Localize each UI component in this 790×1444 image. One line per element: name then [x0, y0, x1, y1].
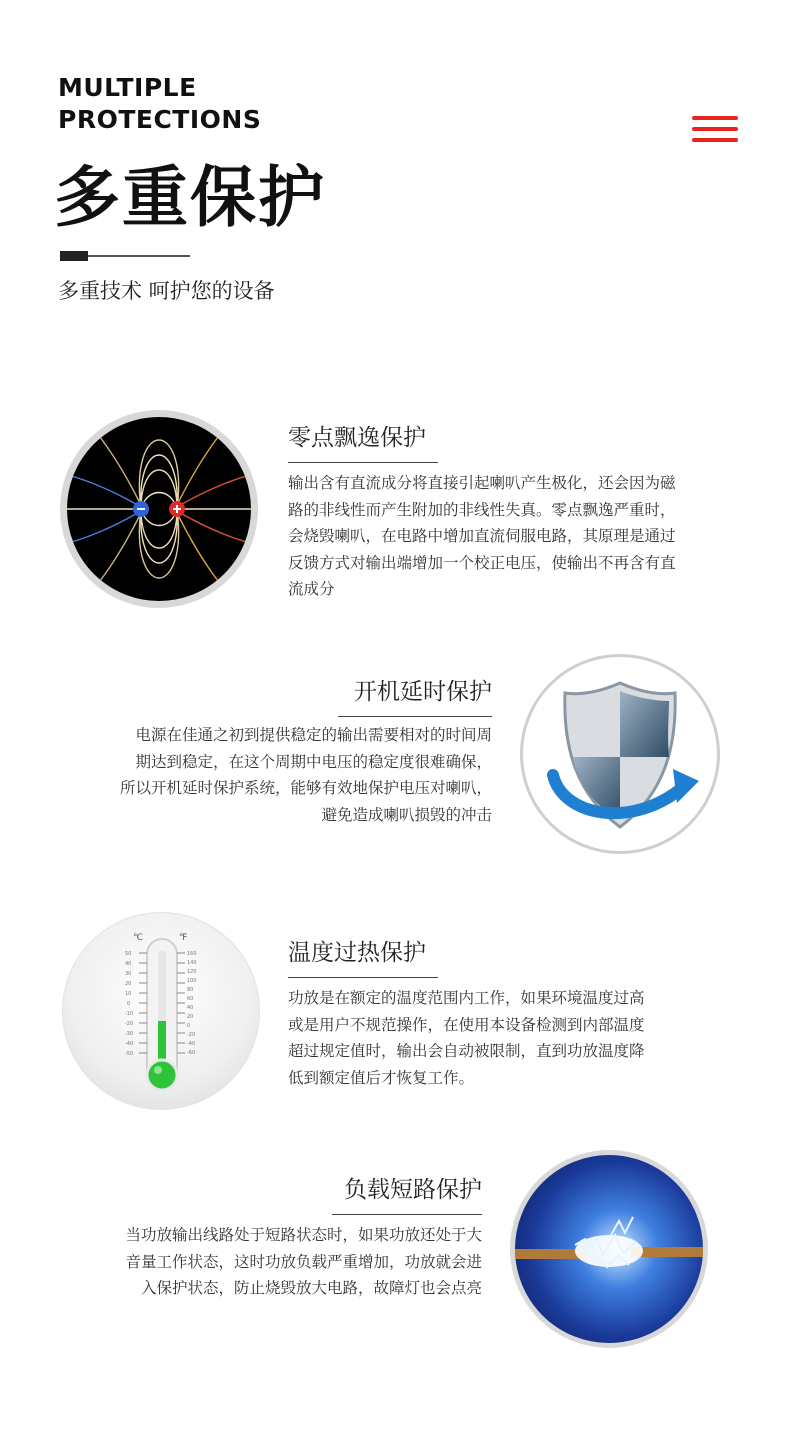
menu-icon[interactable] [692, 116, 738, 146]
svg-text:-30: -30 [125, 1031, 134, 1037]
svg-text:160: 160 [187, 951, 197, 957]
section-body-zero-drift: 输出含有直流成分将直接引起喇叭产生极化，还会因为磁 路的非线性而产生附加的非线性失真。零点飘逸严重时， 会烧毁喇叭，在电路中增加直流伺服电路，其原理是通过 反馈方式对输出端增加一个校正电压，使输出不再含有直 流成分 [288, 474, 676, 598]
page-subtitle: 多重技术 呵护您的设备 [58, 279, 275, 303]
section-title-zero-drift: 零点飘逸保护 [288, 420, 438, 463]
short-circuit-spark-icon [510, 1150, 708, 1348]
svg-text:10: 10 [125, 991, 132, 997]
celsius-label: ℃ [133, 933, 144, 943]
svg-text:50: 50 [125, 951, 132, 957]
section-body-overheat: 功放是在额定的温度范围内工作，如果环境温度过高 或是用户不规范操作，在使用本设备检测到内部温度 超过规定值时，输出会自动被限制，直到功放温度降 低到额定值后才恢复工作。 [288, 989, 645, 1087]
svg-text:120: 120 [187, 969, 197, 975]
svg-text:-40: -40 [125, 1041, 134, 1047]
section-body-power-on-delay: 电源在佳通之初到提供稳定的输出需要相对的时间周 期达到稳定，在这个周期中电压的稳定度很难确保， 所以开机延时保护系统，能够有效地保护电压对喇叭， 避免造成喇叭损毁的冲击 [119, 726, 492, 824]
svg-text:-10: -10 [125, 1011, 134, 1017]
svg-text:-20: -20 [125, 1021, 134, 1027]
section-title-power-on-delay: 开机延时保护 [338, 674, 492, 717]
svg-text:40: 40 [125, 961, 132, 967]
svg-text:-40: -40 [187, 1041, 196, 1047]
svg-text:-60: -60 [187, 1050, 196, 1056]
english-title-line-2: PROTECTIONS [58, 105, 262, 134]
dipole-field-icon [60, 410, 258, 608]
english-title-line-1: MULTIPLE [58, 73, 197, 102]
svg-text:-20: -20 [187, 1032, 196, 1038]
svg-text:140: 140 [187, 960, 197, 966]
thermometer-icon [62, 912, 260, 1110]
page-title: 多重保护 [54, 159, 326, 236]
shield-icon [520, 654, 720, 854]
section-title-overheat: 温度过热保护 [288, 935, 438, 978]
svg-text:30: 30 [125, 971, 132, 977]
english-title [58, 72, 261, 136]
svg-text:80: 80 [187, 987, 194, 993]
svg-text:40: 40 [187, 1005, 194, 1011]
svg-text:-50: -50 [125, 1051, 134, 1057]
svg-text:100: 100 [187, 978, 197, 984]
svg-text:0: 0 [127, 1001, 131, 1007]
svg-text:60: 60 [187, 996, 194, 1002]
svg-text:20: 20 [125, 981, 132, 987]
section-title-short-circuit: 负载短路保护 [332, 1172, 482, 1215]
section-body-short-circuit: 当功放输出线路处于短路状态时，如果功放还处于大 音量工作状态，这时功放负载严重增加，功放就会进 入保护状态，防止烧毁放大电路，故障灯也会点亮 [125, 1226, 482, 1297]
svg-text:20: 20 [187, 1014, 194, 1020]
fahrenheit-label: ℉ [179, 933, 188, 943]
svg-text:0: 0 [187, 1023, 191, 1029]
title-underline-accent [60, 251, 88, 261]
